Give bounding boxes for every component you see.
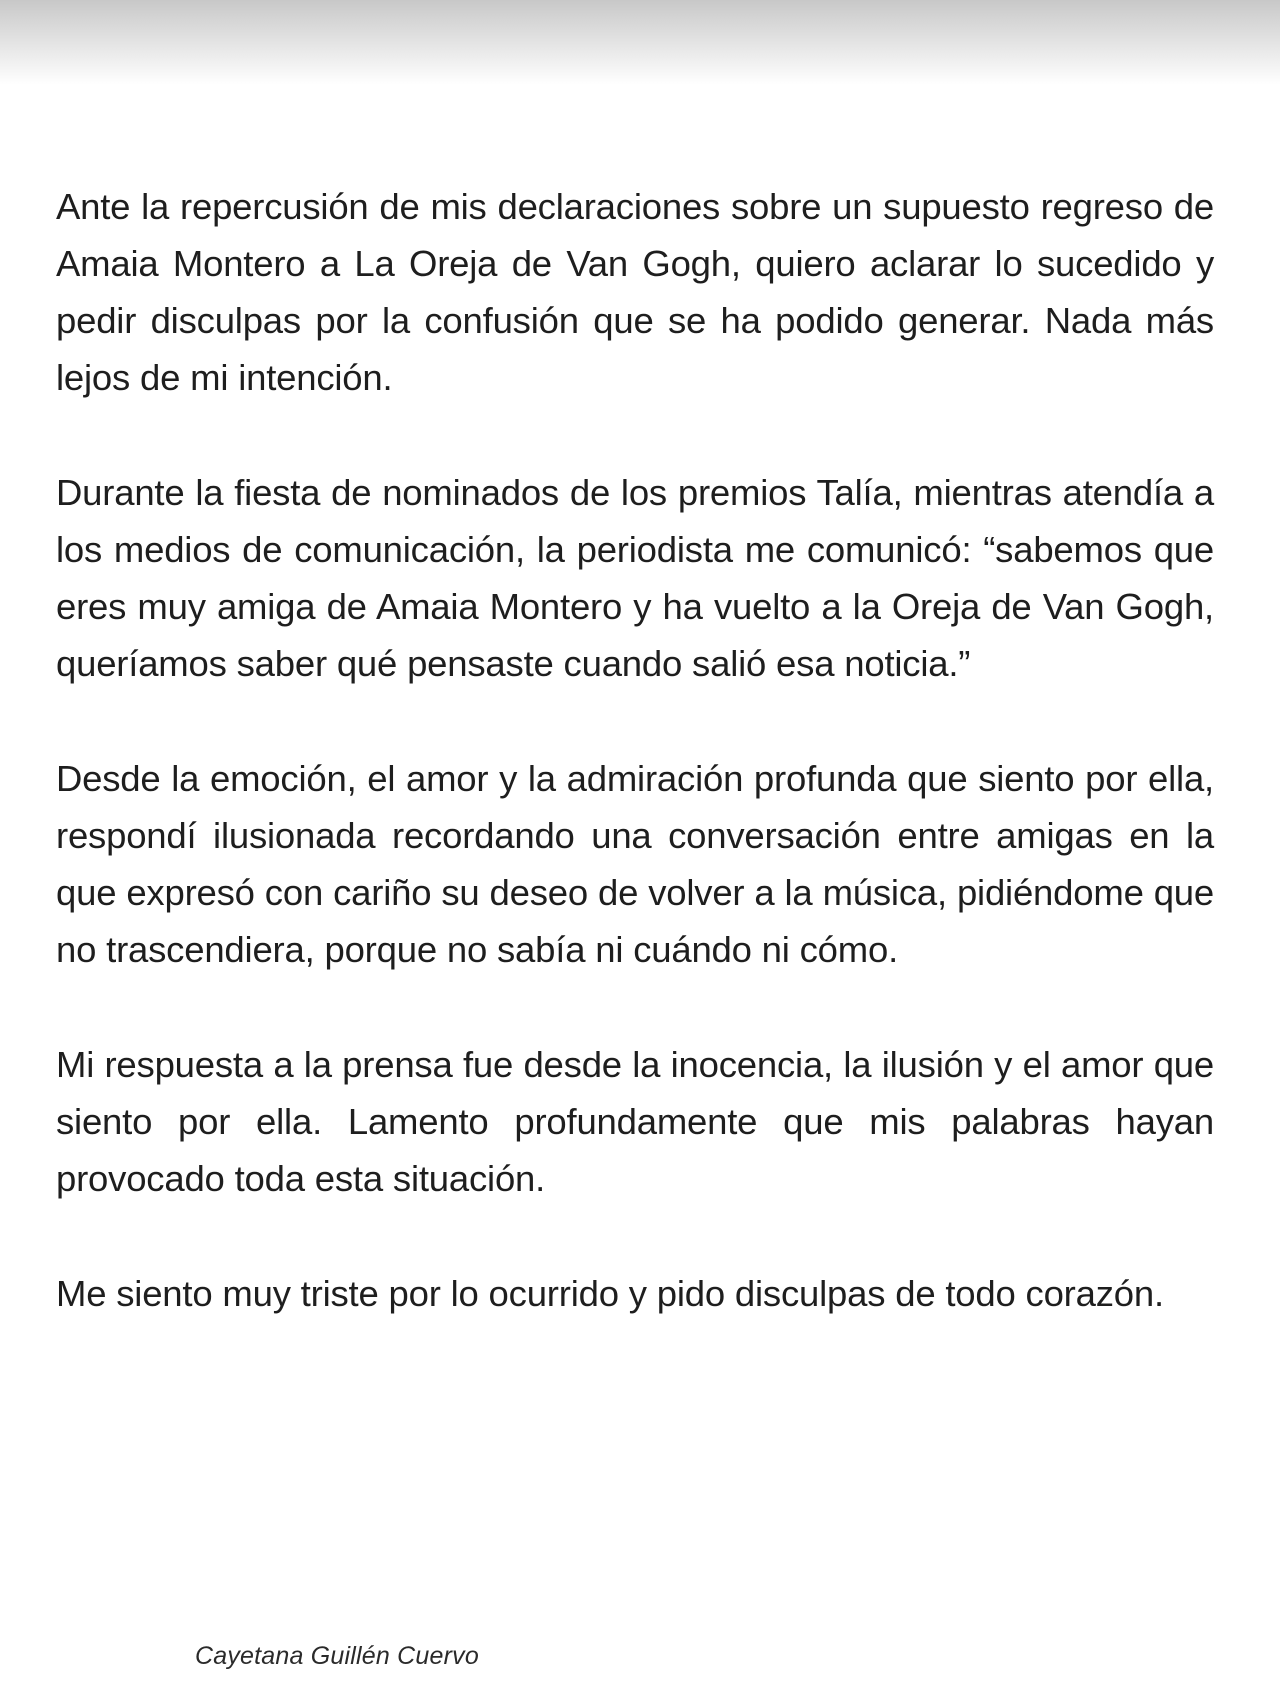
paragraph-emotion: Desde la emoción, el amor y la admiración profunda que siento por ella, respondí ilusionada recordando una conversación entre amigas en la que expresó con cariño su deseo de volver a la música, pidiéndome que no trascendiera, porque no sabía ni cuándo ni cómo. <box>56 758 1214 970</box>
paragraph-talia-party: Durante la fiesta de nominados de los premios Talía, mientras atendía a los medios de comunicación, la periodista me comunicó: “sabemos que eres muy amiga de Amaia Montero y ha vuelto a la Oreja de Van Gogh, queríamos saber qué pensaste cuando salió esa noticia.” <box>56 472 1214 684</box>
paragraph-apology: Me siento muy triste por lo ocurrido y pido disculpas de todo corazón. <box>56 1273 1164 1314</box>
signature: Cayetana Guillén Cuervo <box>195 1642 479 1670</box>
statement-document <box>56 178 1214 1380</box>
paragraph-press-response: Mi respuesta a la prensa fue desde la inocencia, la ilusión y el amor que siento por ella. Lamento profundamente que mis palabras hayan provocado toda esta situación. <box>56 1044 1214 1199</box>
paragraph-intro: Ante la repercusión de mis declaraciones sobre un supuesto regreso de Amaia Montero a La Oreja de Van Gogh, quiero aclarar lo sucedido y pedir disculpas por la confusión que se ha podido generar. Nada más lejos de mi intención. <box>56 186 1214 398</box>
top-shadow-gradient <box>0 0 1280 85</box>
